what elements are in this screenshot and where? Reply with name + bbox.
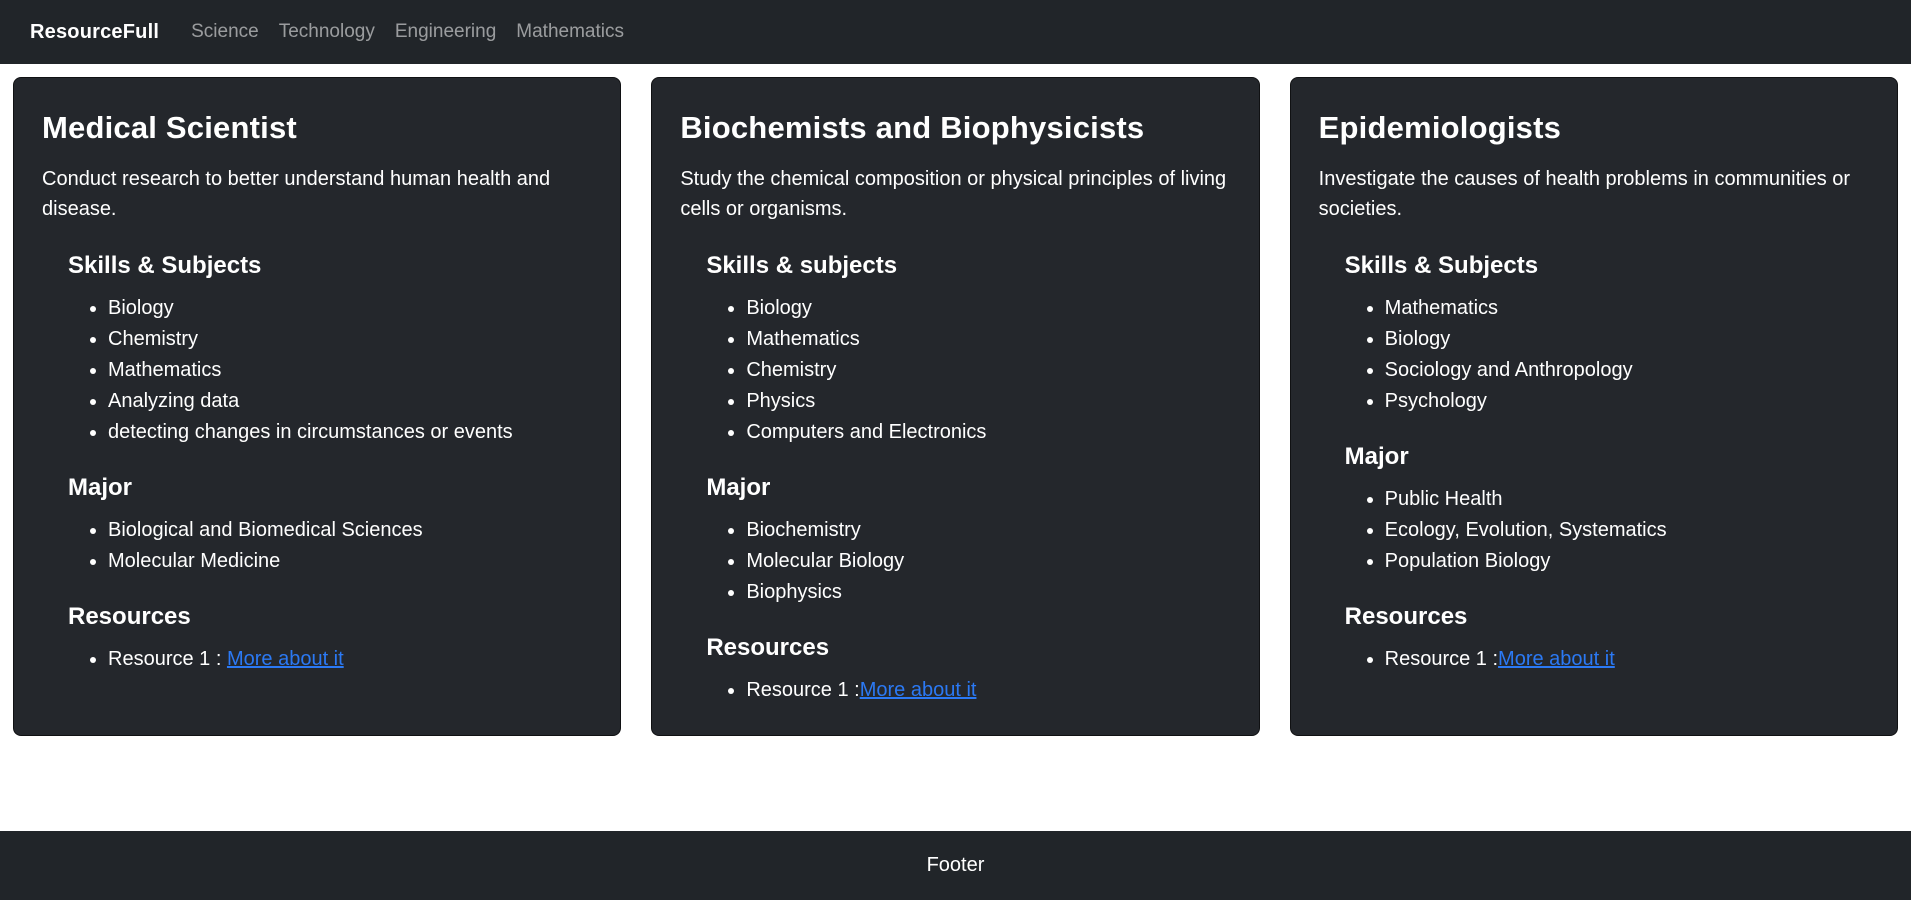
card-sections (1345, 252, 1869, 674)
list-item: • Biochemistry (746, 515, 1230, 545)
navbar-brand[interactable]: ResourceFull (30, 20, 160, 43)
card-title: Medical Scientist (42, 110, 297, 145)
careers-card-row (13, 77, 1898, 736)
list-item: • detecting changes in circumstances or events (108, 417, 592, 447)
list-item: • Molecular Medicine (108, 546, 592, 576)
resource-item (746, 675, 1230, 705)
resources-list (68, 644, 592, 674)
resource-item (1385, 644, 1869, 674)
top-navbar (0, 0, 1911, 64)
major-heading: Major (706, 473, 771, 501)
list-item: • Chemistry (108, 324, 592, 354)
list-item: • Mathematics (1385, 293, 1869, 323)
career-card-biochemists (651, 77, 1259, 736)
resource-label: Resource 1 : (108, 647, 227, 670)
resources-heading: Resources (68, 602, 191, 630)
major-list (1345, 484, 1869, 576)
list-item: • Computers and Electronics (746, 417, 1230, 447)
list-item: • Analyzing data (108, 386, 592, 416)
resource-more-link[interactable]: More about it (859, 678, 977, 701)
resource-label: Resource 1 : (746, 678, 860, 701)
nav-item-mathematics[interactable]: Mathematics (516, 21, 624, 42)
list-item: • Mathematics (108, 355, 592, 385)
skills-list (706, 293, 1230, 447)
list-item: • Molecular Biology (746, 546, 1230, 576)
nav-item-engineering[interactable]: Engineering (394, 21, 497, 42)
list-item: • Population Biology (1385, 546, 1869, 576)
resource-more-link[interactable]: More about it (226, 647, 344, 670)
list-item: • Sociology and Anthropology (1385, 355, 1869, 385)
major-heading: Major (68, 473, 133, 501)
career-card-epidemiologists (1290, 77, 1898, 736)
resources-heading: Resources (1344, 602, 1468, 630)
skills-heading: Skills & Subjects (1344, 251, 1539, 279)
footer-text: Footer (926, 854, 985, 876)
card-description: Study the chemical composition or physical principles of living cells or organisms. (680, 168, 1227, 221)
list-item: • Public Health (1385, 484, 1869, 514)
major-list (68, 515, 592, 576)
major-heading: Major (1344, 442, 1409, 470)
nav-item-technology[interactable]: Technology (278, 21, 375, 42)
skills-list (68, 293, 592, 447)
skills-heading: Skills & Subjects (68, 251, 262, 279)
skills-list (1345, 293, 1869, 416)
card-description: Investigate the causes of health problems in communities or societies. (1318, 168, 1851, 221)
card-title: Biochemists and Biophysicists (680, 110, 1145, 145)
list-item: • Biology (1385, 324, 1869, 354)
resource-label: Resource 1 : (1384, 647, 1499, 670)
resource-item (108, 644, 592, 674)
career-card-medical-scientist (13, 77, 621, 736)
list-item: • Chemistry (746, 355, 1230, 385)
major-list (706, 515, 1230, 607)
list-item: • Mathematics (746, 324, 1230, 354)
skills-heading: Skills & subjects (706, 251, 898, 279)
list-item: • Biophysics (746, 577, 1230, 607)
list-item: • Biological and Biomedical Sciences (108, 515, 592, 545)
nav-item-science[interactable]: Science (191, 21, 259, 42)
card-title: Epidemiologists (1318, 110, 1562, 145)
resources-list (706, 675, 1230, 705)
resources-list (1345, 644, 1869, 674)
page-footer (0, 831, 1911, 900)
list-item: • Psychology (1385, 386, 1869, 416)
list-item: • Physics (746, 386, 1230, 416)
list-item: • Biology (108, 293, 592, 323)
card-description: Conduct research to better understand human health and disease. (42, 168, 551, 221)
resources-heading: Resources (706, 633, 830, 661)
resource-more-link[interactable]: More about it (1498, 647, 1615, 670)
list-item: • Biology (746, 293, 1230, 323)
list-item: • Ecology, Evolution, Systematics (1385, 515, 1869, 545)
card-sections (706, 252, 1230, 705)
card-sections (68, 252, 592, 674)
